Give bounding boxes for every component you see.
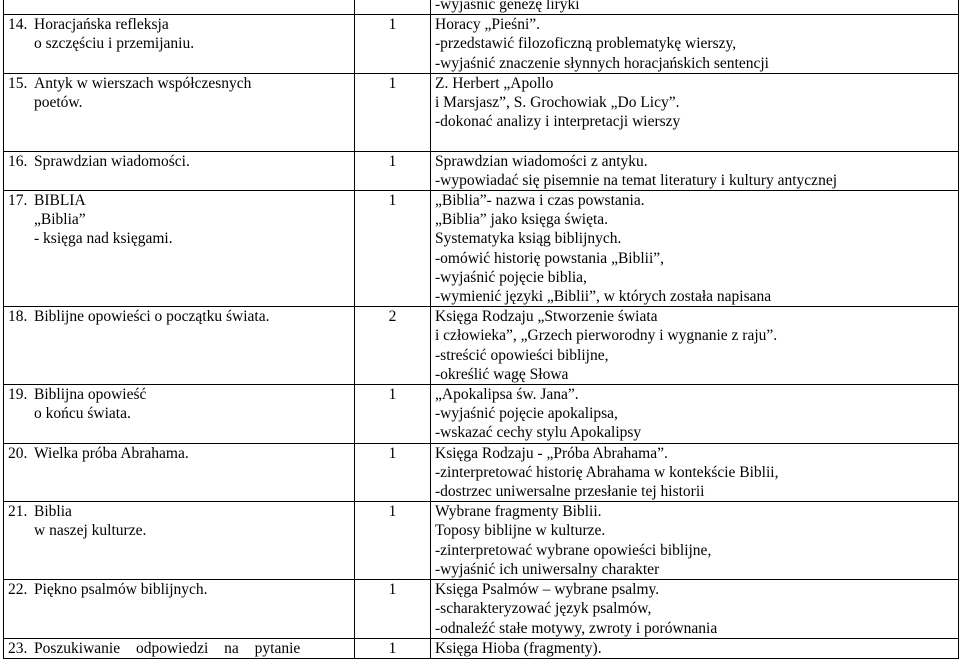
content-line: Z. Herbert „Apollo bbox=[435, 74, 554, 92]
lesson-title: w naszej kulturze. bbox=[34, 522, 147, 540]
lesson-cell bbox=[4, 307, 355, 385]
lesson-title: Antyk w wierszach współczesnych bbox=[34, 74, 252, 92]
content-line: „Biblia” jako księga święta. bbox=[435, 211, 609, 229]
lesson-title-line bbox=[8, 639, 350, 658]
content-cell bbox=[431, 0, 959, 15]
content-line: Księga Rodzaju „Stworzenie świata bbox=[435, 308, 658, 326]
lesson-title-line bbox=[8, 74, 350, 93]
lesson-title: Piękno psalmów biblijnych. bbox=[34, 581, 208, 599]
content-line bbox=[435, 131, 954, 150]
lesson-cell bbox=[4, 580, 355, 639]
hours-cell: 2 bbox=[355, 307, 431, 385]
lesson-title-line bbox=[8, 152, 350, 171]
lesson-number: 20. bbox=[8, 444, 28, 462]
table-row bbox=[4, 0, 959, 15]
table-row bbox=[4, 15, 959, 74]
lesson-cell bbox=[4, 0, 355, 15]
content-line: i Marsjasz”, S. Grochowiak „Do Licy”. bbox=[435, 94, 680, 112]
content-line: -określić wagę Słowa bbox=[435, 365, 569, 383]
content-line: -omówić historię powstania „Biblii”, bbox=[435, 249, 665, 267]
content-cell bbox=[431, 385, 959, 444]
lesson-number: 21. bbox=[8, 503, 28, 521]
content-cell bbox=[431, 502, 959, 580]
lesson-title-line bbox=[8, 385, 350, 404]
table-row bbox=[4, 307, 959, 385]
content-cell bbox=[431, 307, 959, 385]
lesson-title: BIBLIA bbox=[34, 192, 86, 210]
lesson-number: 18. bbox=[8, 308, 28, 326]
content-line: -wymienić języki „Biblii”, w których została napisana bbox=[435, 288, 772, 306]
table-row bbox=[4, 191, 959, 307]
curriculum-table-body bbox=[4, 0, 959, 658]
lesson-number: 22. bbox=[8, 581, 28, 599]
lesson-number: 17. bbox=[8, 192, 28, 210]
content-line: „Apokalipsa św. Jana”. bbox=[435, 386, 579, 404]
content-line: -wyjaśnić ich uniwersalny charakter bbox=[435, 560, 660, 578]
hours-cell: 1 bbox=[355, 443, 431, 502]
content-line: -wskazać cechy stylu Apokalipsy bbox=[435, 424, 642, 442]
content-line: Księga Psalmów – wybrane psalmy. bbox=[435, 581, 660, 599]
content-line: -wyjaśnić pojęcie apokalipsa, bbox=[435, 405, 618, 423]
lesson-number: 15. bbox=[8, 74, 28, 92]
lesson-cell bbox=[4, 151, 355, 190]
lesson-title: „Biblia” bbox=[34, 211, 86, 229]
content-cell bbox=[431, 638, 959, 658]
content-line: „Biblia”- nazwa i czas powstania. bbox=[435, 192, 645, 210]
lesson-title: o szczęściu i przemijaniu. bbox=[34, 35, 195, 53]
lesson-cell bbox=[4, 638, 355, 658]
content-line: -streścić opowieści biblijne, bbox=[435, 346, 609, 364]
lesson-title-line bbox=[8, 444, 350, 463]
hours-cell: 1 bbox=[355, 73, 431, 151]
lesson-cell bbox=[4, 191, 355, 307]
table-row bbox=[4, 73, 959, 151]
content-line: Systematyka ksiąg biblijnych. bbox=[435, 230, 622, 248]
lesson-title-line bbox=[8, 15, 350, 34]
content-cell bbox=[431, 191, 959, 307]
table-row bbox=[4, 502, 959, 580]
hours-cell: 1 bbox=[355, 191, 431, 307]
lesson-title-line bbox=[8, 307, 350, 326]
content-cell bbox=[431, 443, 959, 502]
hours-cell: 1 bbox=[355, 638, 431, 658]
lesson-cell bbox=[4, 73, 355, 151]
content-line: -zinterpretować wybrane opowieści biblijne, bbox=[435, 541, 712, 559]
content-line: -zinterpretować historię Abrahama w kontekście Biblii, bbox=[435, 463, 779, 481]
lesson-cell bbox=[4, 15, 355, 74]
lesson-number: 16. bbox=[8, 152, 28, 170]
lesson-title-line bbox=[8, 580, 350, 599]
hours-cell: 1 bbox=[355, 151, 431, 190]
lesson-title: Poszukiwanie odpowiedzi na pytanie bbox=[34, 639, 301, 657]
table-row bbox=[4, 385, 959, 444]
hours-cell: 1 bbox=[355, 502, 431, 580]
content-cell bbox=[431, 15, 959, 74]
lesson-number: 14. bbox=[8, 16, 28, 34]
table-row bbox=[4, 151, 959, 190]
content-line: Księga Hioba (fragmenty). bbox=[435, 639, 602, 657]
content-cell bbox=[431, 73, 959, 151]
lesson-title: Horacjańska refleksja bbox=[34, 16, 169, 34]
content-line: Horacy „Pieśni”. bbox=[435, 16, 541, 34]
content-line: Sprawdzian wiadomości z antyku. bbox=[435, 152, 648, 170]
content-cell bbox=[431, 580, 959, 639]
table-row bbox=[4, 443, 959, 502]
hours-cell bbox=[355, 0, 431, 15]
content-line: -wyjaśnić genezę liryki bbox=[435, 0, 580, 13]
content-line: Księga Rodzaju - „Próba Abrahama”. bbox=[435, 444, 668, 462]
content-line: -wyjaśnić znaczenie słynnych horacjańskich sentencji bbox=[435, 54, 769, 72]
lesson-number: 23. bbox=[8, 639, 28, 657]
lesson-number: 19. bbox=[8, 386, 28, 404]
curriculum-table bbox=[3, 0, 959, 659]
lesson-title: Biblia bbox=[34, 503, 72, 521]
lesson-title: Sprawdzian wiadomości. bbox=[34, 152, 190, 170]
hours-cell: 1 bbox=[355, 385, 431, 444]
lesson-cell bbox=[4, 443, 355, 502]
hours-cell: 1 bbox=[355, 15, 431, 74]
table-row bbox=[4, 638, 959, 658]
lesson-cell bbox=[4, 502, 355, 580]
lesson-title: Biblijna opowieść bbox=[34, 386, 147, 404]
content-line: Wybrane fragmenty Biblii. bbox=[435, 503, 602, 521]
content-line: i człowieka”, „Grzech pierworodny i wygnanie z raju”. bbox=[435, 327, 778, 345]
lesson-title: - księga nad księgami. bbox=[34, 230, 173, 248]
content-cell bbox=[431, 151, 959, 190]
lesson-title: Wielka próba Abrahama. bbox=[34, 444, 189, 462]
content-line: -wyjaśnić pojęcie biblia, bbox=[435, 268, 587, 286]
content-line: -dostrzec uniwersalne przesłanie tej historii bbox=[435, 483, 705, 501]
lesson-title-line bbox=[8, 191, 350, 210]
lesson-title-line bbox=[8, 502, 350, 521]
hours-cell: 1 bbox=[355, 580, 431, 639]
content-line: Toposy biblijne w kulturze. bbox=[435, 522, 606, 540]
table-row bbox=[4, 580, 959, 639]
content-line: -scharakteryzować język psalmów, bbox=[435, 600, 652, 618]
lesson-title: Biblijne opowieści o początku świata. bbox=[34, 308, 270, 326]
lesson-cell bbox=[4, 385, 355, 444]
lesson-title: o końcu świata. bbox=[34, 405, 131, 423]
lesson-title: poetów. bbox=[34, 94, 83, 112]
content-line: -dokonać analizy i interpretacji wierszy bbox=[435, 113, 681, 131]
content-line: -przedstawić filozoficzną problematykę wierszy, bbox=[435, 35, 737, 53]
content-line: -wypowiadać się pisemnie na temat literatury i kultury antycznej bbox=[435, 171, 838, 189]
content-line: -odnaleźć stałe motywy, zwroty i porównania bbox=[435, 619, 718, 637]
